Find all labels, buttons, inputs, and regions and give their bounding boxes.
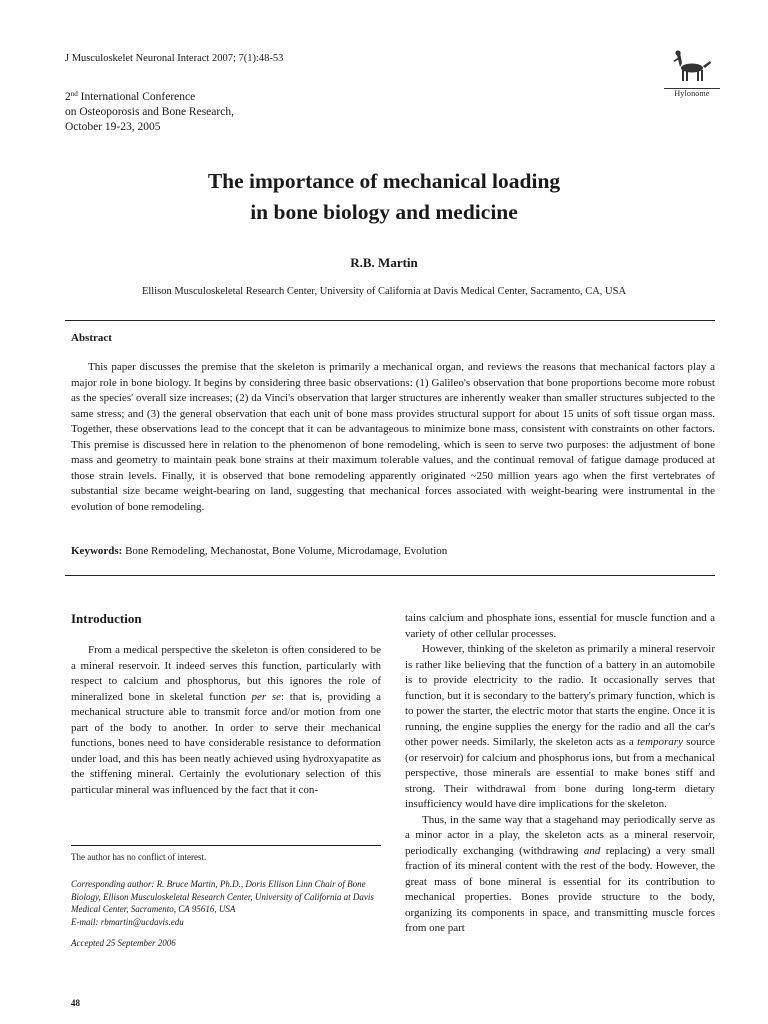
- accepted-date: Accepted 25 September 2006: [71, 938, 176, 948]
- logo-caption: Hylonome: [674, 89, 710, 98]
- journal-citation: J Musculoskelet Neuronal Interact 2007; 7(1):48-53: [65, 53, 284, 64]
- author-name: R.B. Martin: [350, 255, 418, 270]
- rule-top: [65, 320, 715, 321]
- article-title: [0, 166, 768, 228]
- centaur-icon: [672, 49, 712, 83]
- abstract-heading: Abstract: [71, 332, 112, 344]
- conference-info: [65, 87, 234, 135]
- keywords-label: Keywords:: [71, 545, 123, 557]
- conflict-statement: The author has no conflict of interest.: [71, 852, 207, 862]
- corresponding-author: Corresponding author: R. Bruce Martin, Ph.D., Doris Ellison Linn Chair of Bone Biology, Ellison Musculoskeletal Research Center, University of California at Davis Medical Center, Sacramento, CA 95616, USA E-mail: rbmartin@ucdavis.edu: [71, 878, 381, 928]
- author-affiliation: Ellison Musculoskeletal Research Center, University of California at Davis Medical Center, Sacramento, CA, USA: [141, 286, 627, 297]
- conference-line-2: on Osteoporosis and Bone Research,: [65, 106, 234, 118]
- rule-bottom: [65, 575, 715, 576]
- keywords: [71, 545, 715, 557]
- page-number: 48: [71, 998, 80, 1008]
- keywords-list: Bone Remodeling, Mechanostat, Bone Volume, Microdamage, Evolution: [122, 545, 448, 557]
- author-email: E-mail: rbmartin@ucdavis.edu: [71, 916, 184, 927]
- column-right: [405, 611, 715, 937]
- intro-paragraph-1: From a medical perspective the skeleton is often considered to be a mineral reservoir. It indeed serves this function, particularly with respect to calcium and phosphorus, but this ignores the role of mineralized bone in skeletal function per se: that is, providing a mechanical structure able to transmit force and/or motion from one part of the body to another. In order to serve their mechanical functions, bones need to have considerable resistance to deformation under load, and this has been neatly achieved using hydroxyapatite as the stiffening mineral. Certainly the evolutionary selection of this particular mineral was influenced by the fact that it con-: [71, 644, 382, 796]
- conference-line-3: October 19-23, 2005: [65, 121, 161, 133]
- intro-paragraph-2: However, thinking of the skeleton as primarily a mineral reservoir is rather like believing that the function of a battery in an automobile is to provide electricity to the radio. It occasionally serves that function, but it is secondary to the battery's primary function, which is to power the starter, the electric motor that starts the engine. Once it is running, the engine supplies the energy for the radio and all the car's other power needs. Similarly, the skeleton acts as a temporary source (or reservoir) for calcium and phosphorus ions, but from a mechanical perspective, those minerals are essential to make bones stiff and strong. Their withdrawal from bone during long-term dietary insufficiency would have dire implications for the skeleton.: [405, 643, 715, 810]
- conference-line-1: 2nd International Conference: [65, 90, 196, 103]
- column-left: [71, 643, 381, 798]
- title-line-2: in bone biology and medicine: [250, 200, 518, 224]
- footnote-rule: [71, 845, 381, 846]
- title-line-1: The importance of mechanical loading: [207, 169, 561, 193]
- intro-paragraph-3: Thus, in the same way that a stagehand may periodically serve as a minor actor in a play, the skeleton acts as a mineral reservoir, periodically exchanging (withdrawing and replacing) a very small fraction of its mineral content with the rest of the body. However, the great mass of bone mineral is essential for its contribution to mechanical properties. Bones provide structure to the body, organizing its components in space, and transmitting muscle forces from one part: [405, 813, 715, 934]
- abstract-text: This paper discusses the premise that the skeleton is primarily a mechanical organ, and reviews the reasons that mechanical factors play a major role in bone biology. It begins by considering three basic observations: (1) Galileo's observation that bone proportions become more robust as the species' overall size increases; (2) da Vinci's observation that larger structures are inherently weaker than smaller structures subjected to the same stress; and (3) the general observation that each unit of bone mass provides structural support for about 15 units of soft tissue organ mass. Together, these observations lead to the concept that it can be advantageous to minimize bone mass, consistent with constraints on other factors. This premise is discussed here in relation to the phenomenon of bone remodeling, which is seen to serve two purposes: the adjustment of bone mass and geometry to maintain peak bone strains at their maximum tolerable values, and the continual removal of fatigue damage produced at those strain levels. Finally, it is observed that bone remodeling apparently originated ~250 million years ago when the first vertebrates of substantial size became weight-bearing on land, suggesting that mechanical forces associated with weight-bearing were instrumental in the evolution of bone remodeling.: [71, 361, 715, 513]
- section-heading-introduction: Introduction: [71, 611, 142, 626]
- intro-paragraph-1-continued: tains calcium and phosphate ions, essential for muscle function and a variety of other cellular processes.: [405, 612, 715, 640]
- hylonome-logo: [664, 49, 720, 98]
